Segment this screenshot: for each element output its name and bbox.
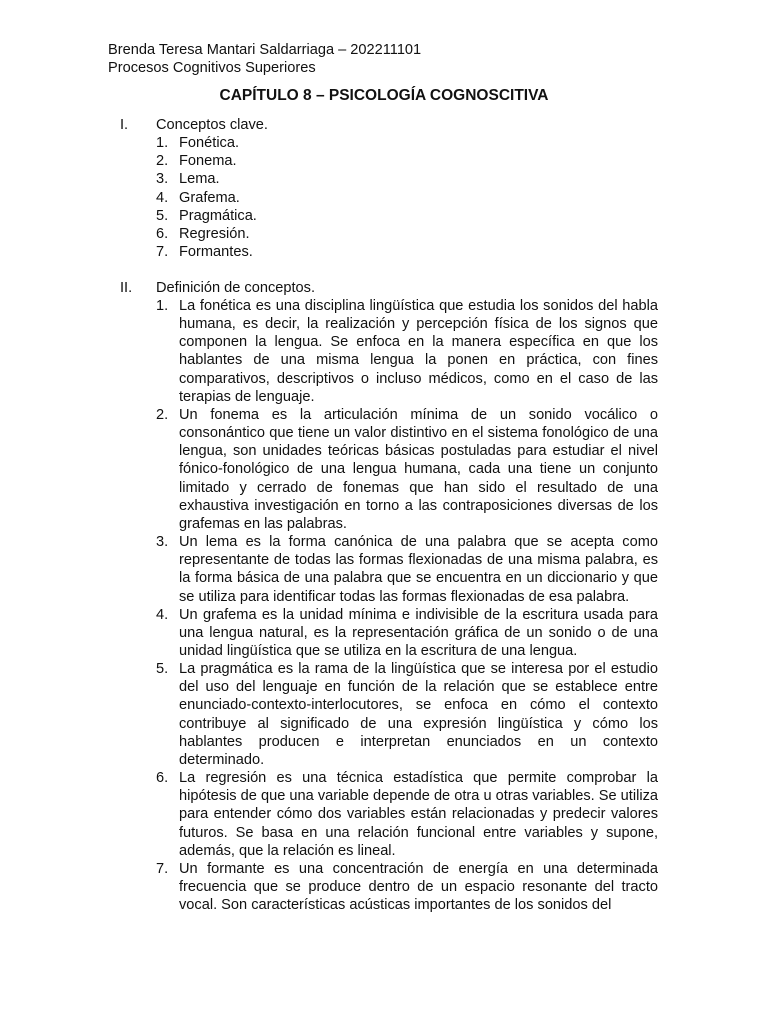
item-text: La regresión es una técnica estadística que permite comprobar la hipótesis de que una variable depende de otra u otras variables. Se utiliza para entender cómo dos variables están relacionadas y predecir valores futuros. Se basa en una relación funcional entre variables y supone, además, que la relación es lineal. <box>179 770 658 859</box>
list-item <box>0 297 768 406</box>
item-text: Grafema. <box>179 189 240 206</box>
item-text: Pragmática. <box>179 207 257 224</box>
list-item <box>0 152 768 170</box>
section-heading <box>0 279 768 297</box>
concept-list <box>0 134 768 261</box>
list-item <box>0 660 768 769</box>
item-number: 6. <box>156 770 169 787</box>
item-number: 1. <box>156 135 169 151</box>
section-numeral: II. <box>120 280 133 296</box>
section-numeral: I. <box>120 117 129 133</box>
item-number: 5. <box>156 207 169 224</box>
chapter-title: CAPÍTULO 8 – PSICOLOGÍA COGNOSCITIVA <box>219 87 549 104</box>
list-item <box>0 606 768 660</box>
item-text: La pragmática es la rama de la lingüística que se interesa por el estudio del uso del lenguaje en función de la relación que se establece entre enunciado-contexto-interlocutores, se enfoca en cómo el contexto contribuye al significado de una expresión lingüística y cómo los hablantes producen e interpretan enunciados en un contexto determinado. <box>179 661 658 768</box>
item-number: 3. <box>156 534 169 551</box>
course-line: Procesos Cognitivos Superiores <box>108 60 316 76</box>
section-heading <box>0 116 768 134</box>
list-item <box>0 225 768 243</box>
item-text: Un lema es la forma canónica de una palabra que se acepta como representante de todas las formas flexionadas de una misma palabra, es la forma básica de una palabra que se encuentra en un diccionario y que se utiliza para identificar todas las formas flexionadas de esa palabra. <box>179 534 658 605</box>
document-header <box>108 41 421 77</box>
item-number: 2. <box>156 406 169 423</box>
item-text: Regresión. <box>179 226 250 243</box>
section-definitions <box>0 279 768 914</box>
item-number: 1. <box>156 298 169 314</box>
section-key-concepts <box>0 116 768 261</box>
list-item <box>0 189 768 207</box>
item-text: Lema. <box>179 171 220 188</box>
section-label: Definición de conceptos. <box>156 280 316 296</box>
list-item <box>0 134 768 152</box>
author-line: Brenda Teresa Mantari Saldarriaga – 202211101 <box>108 42 422 58</box>
item-text: Fonema. <box>179 153 237 170</box>
item-number: 3. <box>156 171 169 188</box>
item-number: 5. <box>156 661 169 678</box>
item-text: Fonética. <box>179 135 240 151</box>
list-item <box>0 243 768 261</box>
item-text: Formantes. <box>179 244 253 261</box>
list-item <box>0 207 768 225</box>
item-text: Un fonema es la articulación mínima de un sonido vocálico o consonántico que tiene un valor distintivo en el sistema fonológico de una lengua, son unidades teóricas básicas postuladas para estudiar el nivel fónico-fonológico de una lengua humana, cada una tiene un conjunto limitado y cerrado de fonemas que han sido el resultado de una exhaustiva investigación en torno a las contraposiciones diversas de los grafemas en las palabras. <box>179 406 658 532</box>
list-item <box>0 533 768 606</box>
list-item <box>0 860 768 914</box>
item-text: Un formante es una concentración de energía en una determinada frecuencia que se produce dentro de un espacio resonante del tracto vocal. Son características acústicas importantes de los sonidos del <box>179 860 658 914</box>
item-number: 2. <box>156 153 169 170</box>
item-number: 6. <box>156 226 169 243</box>
list-item <box>0 170 768 188</box>
item-number: 7. <box>156 244 169 261</box>
list-item <box>0 769 768 860</box>
item-text: Un grafema es la unidad mínima e indivisible de la escritura usada para una lengua natural, es la representación gráfica de un sonido o de una unidad lingüística que se utiliza en la escritura de una lengua. <box>179 606 658 659</box>
section-label: Conceptos clave. <box>156 117 268 133</box>
list-item <box>0 406 768 533</box>
item-number: 4. <box>156 606 169 623</box>
item-number: 7. <box>156 860 169 877</box>
item-text: La fonética es una disciplina lingüística que estudia los sonidos del habla humana, es decir, la realización y percepción física de los signos que componen la lengua. Se enfoca en la manera específica en que los hablantes de una misma lengua la ponen en práctica, con fines comparativos, descriptivos o incluso médicos, como en el caso de las terapias de lenguaje. <box>179 298 658 405</box>
item-number: 4. <box>156 189 169 206</box>
definition-list <box>0 297 768 914</box>
